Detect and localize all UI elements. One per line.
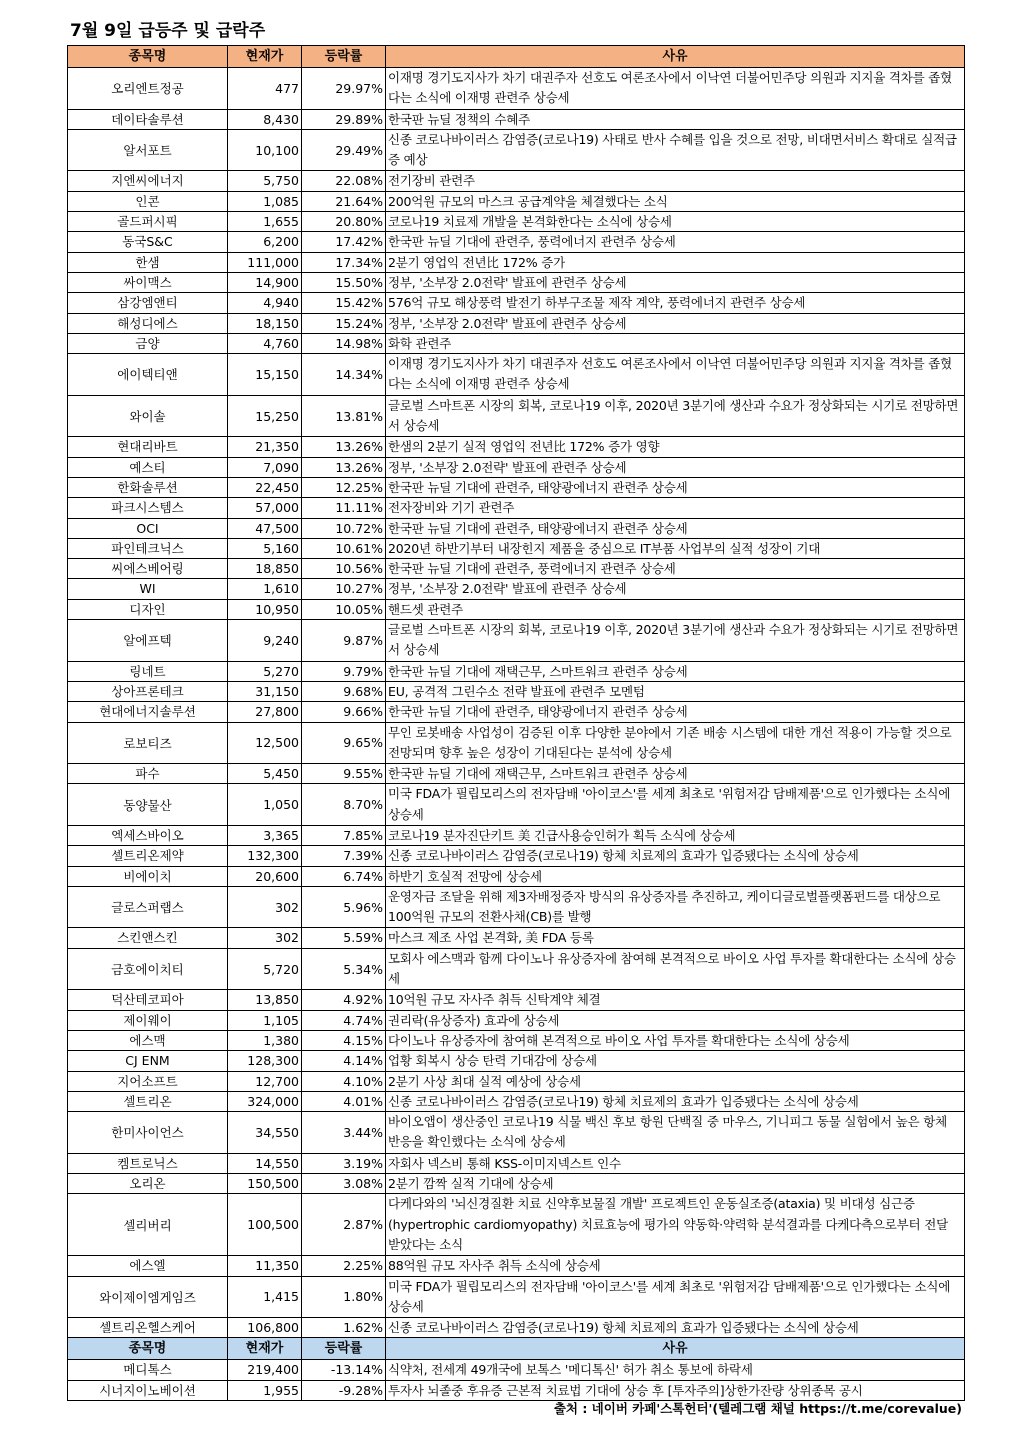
stock-change: 17.34% [302,252,386,272]
stock-change: 15.24% [302,313,386,333]
stock-name: 오리엔트정공 [68,68,228,110]
stock-reason: 전자장비와 기기 관련주 [386,498,965,518]
table-row [68,252,965,272]
stock-reason: 신종 코로나바이러스 감염증(코로나19) 사태로 반사 수혜를 입을 것으로 전망, 비대면서비스 확대로 실적급증 예상 [386,129,965,171]
stock-change: 1.62% [302,1318,386,1338]
stock-reason: 코로나19 치료제 개발을 본격화한다는 소식에 상승세 [386,212,965,232]
stock-price: 20,600 [228,866,302,886]
stock-name: 골드퍼시픽 [68,212,228,232]
stock-change: 4.14% [302,1051,386,1071]
stock-name: 와이솔 [68,395,228,437]
table-row [68,1380,965,1400]
table-row [68,825,965,845]
stock-price: 5,270 [228,661,302,681]
stock-reason: 마스크 제조 사업 본격화, 美 FDA 등록 [386,928,965,948]
stock-price: 3,365 [228,825,302,845]
stock-reason: 한국판 뉴딜 기대에 관련주, 태양광에너지 관련주 상승세 [386,477,965,497]
stock-reason: 576억 규모 해상풍력 발전기 하부구조물 제작 계약, 풍력에너지 관련주 상승세 [386,293,965,313]
stock-name: 인콘 [68,191,228,211]
stock-price: 31,150 [228,681,302,701]
stock-price: 8,430 [228,109,302,129]
col-header-change: 등락률 [302,46,386,68]
stock-name: 씨에스베어링 [68,559,228,579]
stock-price: 128,300 [228,1051,302,1071]
stock-change: 7.39% [302,846,386,866]
stock-reason: EU, 공격적 그린수소 전략 발표에 관련주 모멘텀 [386,681,965,701]
stock-change: 14.98% [302,333,386,353]
table-row [68,437,965,457]
stock-price: 1,105 [228,1010,302,1030]
stock-change: 13.81% [302,395,386,437]
stock-price: 4,760 [228,333,302,353]
stock-change: 4.15% [302,1030,386,1050]
stock-name: 로보티즈 [68,722,228,764]
stock-change: 3.19% [302,1153,386,1173]
stock-price: 12,700 [228,1071,302,1091]
stock-name: 싸이맥스 [68,272,228,292]
stock-name: 파수 [68,764,228,784]
stock-name: OCI [68,518,228,538]
stock-name: 에스엘 [68,1256,228,1276]
stock-name: 파인테크닉스 [68,538,228,558]
table-row [68,1091,965,1111]
table-row [68,313,965,333]
stock-name: 와이제이엠게임즈 [68,1276,228,1318]
stock-change: 12.25% [302,477,386,497]
table-row [68,109,965,129]
stock-change: 4.92% [302,990,386,1010]
stock-name: 글로스퍼랩스 [68,886,228,928]
stock-name: 파크시스템스 [68,498,228,518]
stock-change: 9.66% [302,702,386,722]
stock-reason: 미국 FDA가 필립모리스의 전자담배 '아이코스'를 세계 최초로 '위험저감 담배제품'으로 인가했다는 소식에 상승세 [386,784,965,826]
stock-price: 6,200 [228,232,302,252]
stock-change: 17.42% [302,232,386,252]
table-row [68,1071,965,1091]
stock-name: 금호에이치티 [68,948,228,990]
stock-reason: 정부, '소부장 2.0전략' 발표에 관련주 상승세 [386,457,965,477]
table-row [68,846,965,866]
stock-price: 302 [228,886,302,928]
table-row [68,886,965,928]
stock-name: 지어소프트 [68,1071,228,1091]
table-row [68,1194,965,1256]
stock-change: 10.72% [302,518,386,538]
table-row [68,395,965,437]
stock-price: 132,300 [228,846,302,866]
stock-change: 5.96% [302,886,386,928]
stock-price: 27,800 [228,702,302,722]
stock-reason: 업황 회복시 상승 탄력 기대감에 상승세 [386,1051,965,1071]
stock-name: 셀리버리 [68,1194,228,1256]
stock-reason: 투자사 뇌졸중 후유증 근본적 치료법 기대에 상승 후 [투자주의]상한가잔량 상위종목 공시 [386,1380,965,1400]
header-row-losers [68,1338,965,1360]
table-row [68,722,965,764]
table-row [68,191,965,211]
stock-reason: 하반기 호실적 전망에 상승세 [386,866,965,886]
stock-reason: 식약처, 전세계 49개국에 보톡스 '메디톡신' 허가 취소 통보에 하락세 [386,1360,965,1380]
table-row [68,681,965,701]
stock-price: 14,550 [228,1153,302,1173]
stock-change: 29.49% [302,129,386,171]
stock-name: 동국S&C [68,232,228,252]
stock-price: 15,250 [228,395,302,437]
stock-reason: 자회사 넥스비 통해 KSS-이미지넥스트 인수 [386,1153,965,1173]
stock-reason: 코로나19 분자진단키트 美 긴급사용승인허가 획득 소식에 상승세 [386,825,965,845]
stock-reason: 신종 코로나바이러스 감염증(코로나19) 항체 치료제의 효과가 입증됐다는 소식에 상승세 [386,1318,965,1338]
col-header-price: 현재가 [228,46,302,68]
table-row [68,866,965,886]
stock-change: 4.01% [302,1091,386,1111]
stock-reason: 200억원 규모의 마스크 공급계약을 체결했다는 소식 [386,191,965,211]
stock-reason: 한국판 뉴딜 기대에 관련주, 태양광에너지 관련주 상승세 [386,702,965,722]
table-row [68,538,965,558]
table-row [68,1256,965,1276]
stock-reason: 한샘의 2분기 실적 영업익 전년比 172% 증가 영향 [386,437,965,457]
stock-name: 제이웨이 [68,1010,228,1030]
table-row [68,948,965,990]
stock-name: CJ ENM [68,1051,228,1071]
stock-reason: 무인 로봇배송 사업성이 검증된 이후 다양한 분야에서 기존 배송 시스템에 대한 개선 적용이 가능할 것으로 전망되며 향후 높은 성장이 기대된다는 분석에 상승세 [386,722,965,764]
stock-price: 302 [228,928,302,948]
stock-price: 12,500 [228,722,302,764]
table-row [68,272,965,292]
header-row-gainers [68,46,965,68]
stock-price: 1,610 [228,579,302,599]
stock-price: 14,900 [228,272,302,292]
stock-price: 4,940 [228,293,302,313]
table-row [68,559,965,579]
table-row [68,1051,965,1071]
stock-reason: 이재명 경기도지사가 차기 대권주자 선호도 여론조사에서 이낙연 더불어민주당 의원과 지지율 격차를 좁혔다는 소식에 이재명 관련주 상승세 [386,354,965,396]
stock-name: 디자인 [68,599,228,619]
stock-name: 한미사이언스 [68,1112,228,1154]
stock-change: 4.10% [302,1071,386,1091]
stock-name: 켐트로닉스 [68,1153,228,1173]
stock-name: 현대리바트 [68,437,228,457]
table-row [68,599,965,619]
stock-price: 106,800 [228,1318,302,1338]
stock-change: 29.97% [302,68,386,110]
stock-name: 예스티 [68,457,228,477]
stock-name: 해성디에스 [68,313,228,333]
table-row [68,1360,965,1380]
stock-change: 3.44% [302,1112,386,1154]
stock-reason: 핸드셋 관련주 [386,599,965,619]
table-row [68,1276,965,1318]
table-row [68,68,965,110]
stock-change: 13.26% [302,437,386,457]
stock-price: 1,415 [228,1276,302,1318]
stock-price: 150,500 [228,1174,302,1194]
col-header-price: 현재가 [228,1338,302,1360]
table-row [68,764,965,784]
stock-name: 엑세스바이오 [68,825,228,845]
stock-reason: 한국판 뉴딜 기대에 관련주, 풍력에너지 관련주 상승세 [386,232,965,252]
stock-name: 동양물산 [68,784,228,826]
table-row [68,129,965,171]
stock-reason: 정부, '소부장 2.0전략' 발표에 관련주 상승세 [386,579,965,599]
stock-name: 셀트리온헬스케어 [68,1318,228,1338]
table-row [68,518,965,538]
stock-reason: 글로벌 스마트폰 시장의 회복, 코로나19 이후, 2020년 3분기에 생산과 수요가 정상화되는 시기로 전망하면서 상승세 [386,620,965,662]
stock-name: 링네트 [68,661,228,681]
stock-change: 15.50% [302,272,386,292]
stock-change: 21.64% [302,191,386,211]
stock-name: 현대에너지솔루션 [68,702,228,722]
table-row [68,661,965,681]
stock-reason: 한국판 뉴딜 기대에 관련주, 태양광에너지 관련주 상승세 [386,518,965,538]
table-row [68,579,965,599]
col-header-name: 종목명 [68,46,228,68]
stock-reason: 2분기 영업익 전년比 172% 증가 [386,252,965,272]
stock-price: 10,950 [228,599,302,619]
stock-change: 7.85% [302,825,386,845]
stock-reason: 2020년 하반기부터 내장힌지 제품을 중심으로 IT부품 사업부의 실적 성장이 기대 [386,538,965,558]
stock-reason: 미국 FDA가 필립모리스의 전자담배 '아이코스'를 세계 최초로 '위험저감 담배제품'으로 인가했다는 소식에 상승세 [386,1276,965,1318]
stock-price: 5,720 [228,948,302,990]
stock-change: 10.61% [302,538,386,558]
stock-name: 에이텍티앤 [68,354,228,396]
stock-price: 47,500 [228,518,302,538]
stock-reason: 한국판 뉴딜 기대에 재택근무, 스마트워크 관련주 상승세 [386,661,965,681]
stock-price: 100,500 [228,1194,302,1256]
stock-change: 4.74% [302,1010,386,1030]
stock-reason: 권리락(유상증자) 효과에 상승세 [386,1010,965,1030]
stock-price: 1,050 [228,784,302,826]
table-row [68,620,965,662]
stock-price: 1,655 [228,212,302,232]
stock-name: 비에이치 [68,866,228,886]
stock-change: 29.89% [302,109,386,129]
stock-reason: 이재명 경기도지사가 차기 대권주자 선호도 여론조사에서 이낙연 더불어민주당 의원과 지지율 격차를 좁혔다는 소식에 이재명 관련주 상승세 [386,68,965,110]
stock-price: 13,850 [228,990,302,1010]
stock-reason: 2분기 사상 최대 실적 예상에 상승세 [386,1071,965,1091]
stock-reason: 한국판 뉴딜 정책의 수혜주 [386,109,965,129]
stock-name: 셀트리온제약 [68,846,228,866]
stock-price: 219,400 [228,1360,302,1380]
stock-price: 57,000 [228,498,302,518]
stock-change: -9.28% [302,1380,386,1400]
stock-price: 7,090 [228,457,302,477]
stock-price: 324,000 [228,1091,302,1111]
stock-price: 1,955 [228,1380,302,1400]
col-header-reason: 사유 [386,46,965,68]
stock-price: 5,450 [228,764,302,784]
stock-reason: 정부, '소부장 2.0전략' 발표에 관련주 상승세 [386,272,965,292]
table-row [68,457,965,477]
stock-change: 22.08% [302,171,386,191]
stock-reason: 신종 코로나바이러스 감염증(코로나19) 항체 치료제의 효과가 입증됐다는 소식에 상승세 [386,1091,965,1111]
table-row [68,990,965,1010]
stock-reason: 한국판 뉴딜 기대에 재택근무, 스마트워크 관련주 상승세 [386,764,965,784]
stock-change: 5.59% [302,928,386,948]
table-row [68,232,965,252]
stock-name: 데이타솔루션 [68,109,228,129]
stock-change: 15.42% [302,293,386,313]
stock-change: 20.80% [302,212,386,232]
table-row [68,1112,965,1154]
col-header-reason: 사유 [386,1338,965,1360]
stock-change: 14.34% [302,354,386,396]
stock-change: 8.70% [302,784,386,826]
stock-price: 22,450 [228,477,302,497]
table-row [68,333,965,353]
stock-name: 알에프텍 [68,620,228,662]
stock-name: 스킨앤스킨 [68,928,228,948]
stock-reason: 다이노나 유상증자에 참여해 본격적으로 바이오 사업 투자를 확대한다는 소식에 상승세 [386,1030,965,1050]
table-row [68,1153,965,1173]
stock-reason: 한국판 뉴딜 기대에 관련주, 풍력에너지 관련주 상승세 [386,559,965,579]
stock-price: 111,000 [228,252,302,272]
stock-price: 477 [228,68,302,110]
col-header-change: 등락률 [302,1338,386,1360]
stock-change: 9.79% [302,661,386,681]
stock-reason: 신종 코로나바이러스 감염증(코로나19) 항체 치료제의 효과가 입증됐다는 소식에 상승세 [386,846,965,866]
table-row [68,784,965,826]
stock-reason: 모회사 에스맥과 함께 다이노나 유상증자에 참여해 본격적으로 바이오 사업 투자를 확대한다는 소식에 상승세 [386,948,965,990]
table-row [68,928,965,948]
table-row [68,293,965,313]
table-row [68,1030,965,1050]
stock-reason: 화학 관련주 [386,333,965,353]
stock-change: 1.80% [302,1276,386,1318]
stock-name: 덕산테코피아 [68,990,228,1010]
table-row [68,171,965,191]
stock-reason: 전기장비 관련주 [386,171,965,191]
stock-reason: 2분기 깜짝 실적 기대에 상승세 [386,1174,965,1194]
stock-price: 18,850 [228,559,302,579]
stock-change: 10.56% [302,559,386,579]
stock-change: 6.74% [302,866,386,886]
table-row [68,498,965,518]
stock-price: 5,160 [228,538,302,558]
table-row [68,1010,965,1030]
stock-price: 15,150 [228,354,302,396]
table-row [68,354,965,396]
stock-price: 34,550 [228,1112,302,1154]
stock-change: -13.14% [302,1360,386,1380]
stock-change: 13.26% [302,457,386,477]
stock-price: 9,240 [228,620,302,662]
page-title: 7월 9일 급등주 및 급락주 [70,21,266,41]
table-row [68,702,965,722]
table-row [68,1174,965,1194]
stock-change: 10.05% [302,599,386,619]
stock-reason: 정부, '소부장 2.0전략' 발표에 관련주 상승세 [386,313,965,333]
stock-reason: 88억원 규모 자사주 취득 소식에 상승세 [386,1256,965,1276]
stock-change: 11.11% [302,498,386,518]
col-header-name: 종목명 [68,1338,228,1360]
stock-name: 오리온 [68,1174,228,1194]
stock-price: 11,350 [228,1256,302,1276]
table-row [68,1318,965,1338]
stock-name: 셀트리온 [68,1091,228,1111]
stock-name: 시너지이노베이션 [68,1380,228,1400]
stock-name: 지엔씨에너지 [68,171,228,191]
stock-table [67,45,965,1401]
stock-change: 9.55% [302,764,386,784]
stock-name: 메디톡스 [68,1360,228,1380]
stock-name: 상아프론테크 [68,681,228,701]
stock-price: 5,750 [228,171,302,191]
stock-name: 금양 [68,333,228,353]
table-row [68,212,965,232]
stock-reason: 글로벌 스마트폰 시장의 회복, 코로나19 이후, 2020년 3분기에 생산과 수요가 정상화되는 시기로 전망하면서 상승세 [386,395,965,437]
stock-name: 한샘 [68,252,228,272]
stock-price: 1,380 [228,1030,302,1050]
source-note: 출처 : 네이버 카페'스톡헌터'(텔레그램 채널 https://t.me/corevalue) [553,1401,962,1416]
table-row [68,477,965,497]
stock-name: 삼강엠앤티 [68,293,228,313]
stock-price: 18,150 [228,313,302,333]
stock-change: 3.08% [302,1174,386,1194]
stock-name: WI [68,579,228,599]
stock-price: 1,085 [228,191,302,211]
stock-change: 10.27% [302,579,386,599]
stock-change: 2.87% [302,1194,386,1256]
stock-name: 알서포트 [68,129,228,171]
stock-reason: 다케다와의 '뇌신경질환 치료 신약후보물질 개발' 프로젝트인 운동실조증(ataxia) 및 비대성 심근증(hypertrophic cardiomyopathy) 치료효능에 평가의 약동학·약력학 분석결과를 다케다측으로부터 전달 받았다는 소식 [386,1194,965,1256]
stock-price: 10,100 [228,129,302,171]
stock-change: 9.68% [302,681,386,701]
stock-reason: 바이오앱이 생산중인 코로나19 식물 백신 후보 항원 단백질 중 마우스, 기니피그 동물 실험에서 높은 항체 반응을 확인했다는 소식에 상승세 [386,1112,965,1154]
stock-change: 2.25% [302,1256,386,1276]
stock-price: 21,350 [228,437,302,457]
stock-name: 에스맥 [68,1030,228,1050]
stock-change: 9.87% [302,620,386,662]
stock-change: 5.34% [302,948,386,990]
stock-reason: 운영자금 조달을 위해 제3자배정증자 방식의 유상증자를 추진하고, 케이디글로벌플랫폼펀드를 대상으로 100억원 규모의 전환사채(CB)를 발행 [386,886,965,928]
stock-reason: 10억원 규모 자사주 취득 신탁계약 체결 [386,990,965,1010]
stock-change: 9.65% [302,722,386,764]
stock-name: 한화솔루션 [68,477,228,497]
